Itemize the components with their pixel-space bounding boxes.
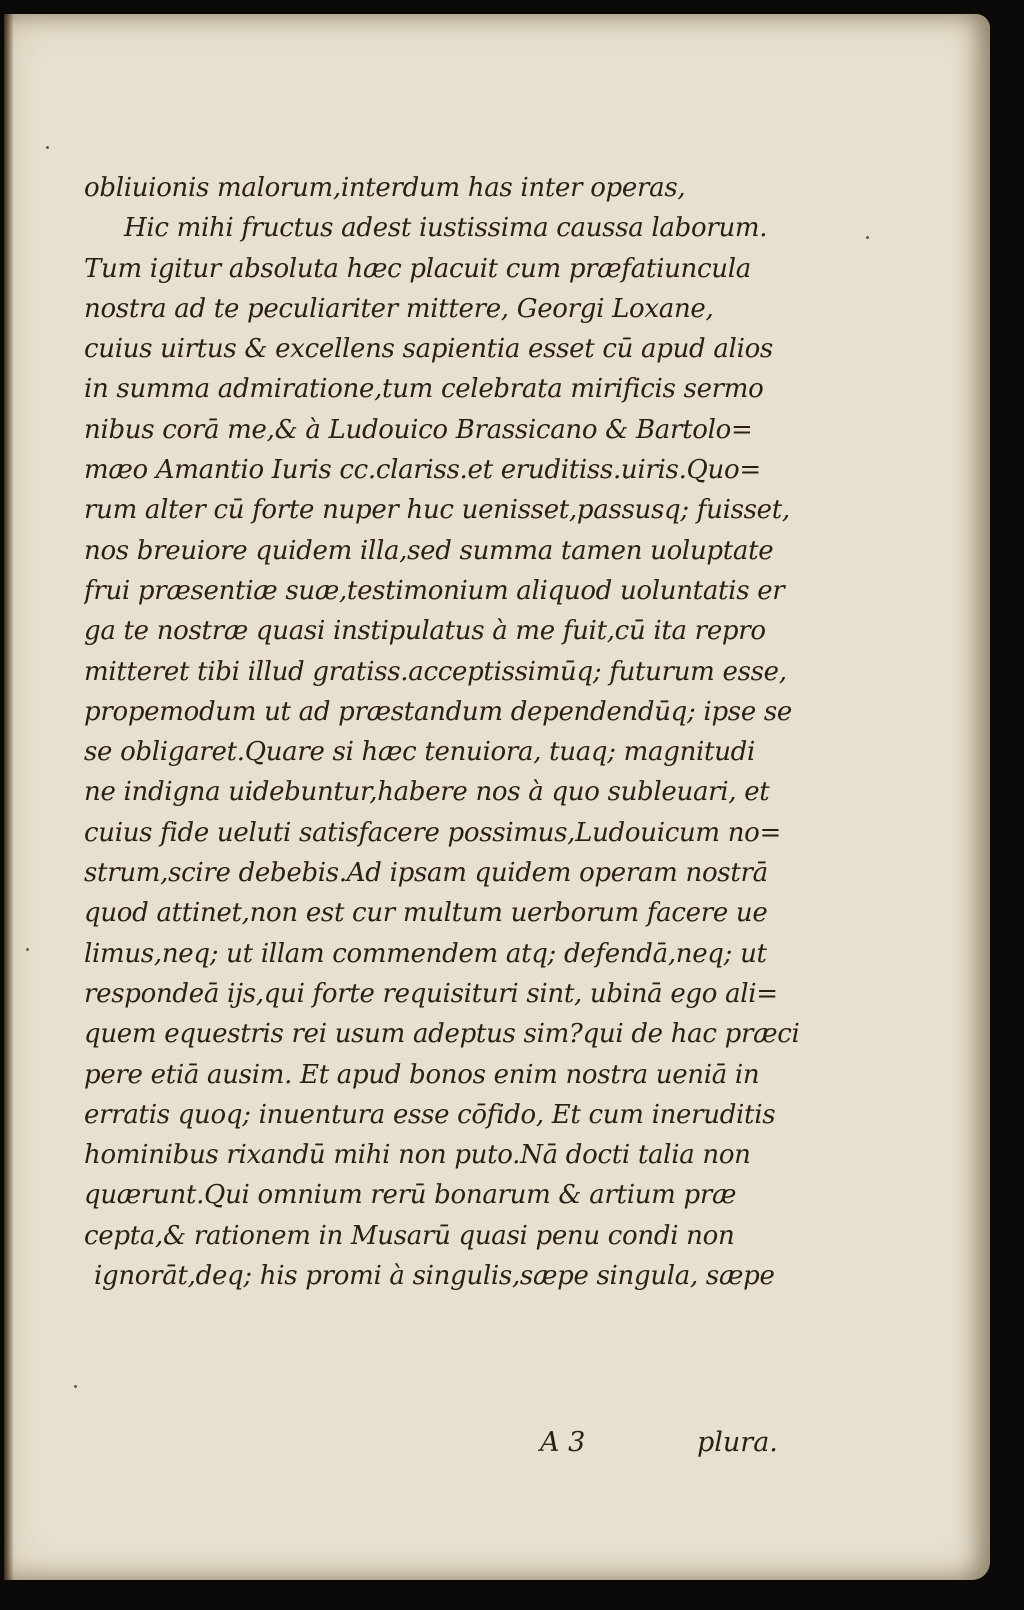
text-line: nos breuiore quidem illa,sed summa tamen uoluptate [84, 535, 774, 566]
text-line: obliuionis malorum,interdum has inter operas, [84, 173, 686, 203]
text-line: mæo Amantio Iuris cc.clariss.et eruditiss.uiris.Quo= [84, 455, 761, 486]
signature-mark: A 3 [540, 1427, 586, 1458]
text-line: nostra ad te peculiariter mittere, Georgi Loxane, [84, 293, 714, 324]
text-line: frui præsentiæ suæ,testimonium aliquod uoluntatis er [84, 575, 785, 606]
text-line: hominibus rixandū mihi non puto.Nā docti talia non [84, 1140, 751, 1171]
text-line: quod attinet,non est cur multum uerborum facere ue [84, 898, 768, 929]
text-line: cepta,& rationem in Musarū quasi penu condi non [84, 1220, 735, 1251]
text-line: quem equestris rei usum adeptus sim?qui de hac præci [84, 1019, 800, 1050]
paper-speck [46, 146, 49, 149]
text-line: propemodum ut ad præstandum dependendūq; ipse se [84, 696, 793, 727]
body-text [84, 168, 804, 1296]
text-line: rum alter cū forte nuper huc uenisset,passusq; fuisset, [84, 495, 790, 526]
paper-speck [866, 236, 869, 239]
margin-tick-mark [74, 1385, 77, 1388]
text-line: nibus corā me,& à Ludouico Brassicano & Bartolo= [84, 414, 753, 445]
text-line: mitteret tibi illud gratiss.acceptissimūq; futurum esse, [84, 656, 787, 687]
page-footer [0, 1427, 1024, 1467]
text-line: limus,neq; ut illam commendem atq; defendā,neq; ut [84, 938, 767, 969]
text-line: ignorāt,deq; his promi à singulis,sæpe singula, sæpe [94, 1261, 775, 1292]
text-line: in summa admiratione,tum celebrata mirificis sermo [84, 374, 764, 405]
text-line: strum,scire debebis.Ad ipsam quidem operam nostrā [84, 858, 768, 889]
text-line: ga te nostræ quasi instipulatus à me fuit,cū ita repro [84, 616, 766, 647]
text-line: cuius fide ueluti satisfacere possimus,Ludouicum no= [84, 817, 782, 848]
text-line: erratis quoq; inuentura esse cōfido, Et cum ineruditis [84, 1099, 776, 1130]
text-line: quærunt.Qui omnium rerū bonarum & artium præ [84, 1180, 737, 1211]
catchword: plura. [697, 1427, 778, 1458]
text-line: cuius uirtus & excellens sapientia esset cū apud alios [84, 334, 773, 365]
text-line: pere etiā ausim. Et apud bonos enim nostra ueniā in [84, 1059, 760, 1090]
text-line: respondeā ijs,qui forte requisituri sint, ubinā ego ali= [84, 978, 778, 1009]
paper-speck [26, 948, 29, 951]
text-line: ne indigna uidebuntur,habere nos à quo subleuari, et [84, 777, 770, 808]
text-line: Tum igitur absoluta hæc placuit cum præfatiuncula [84, 253, 751, 284]
text-line: Hic mihi fructus adest iustissima caussa laborum. [124, 213, 768, 244]
page-gutter-shadow [4, 14, 14, 1580]
text-line: se obligaret.Quare si hæc tenuiora, tuaq; magnitudi [84, 737, 755, 768]
